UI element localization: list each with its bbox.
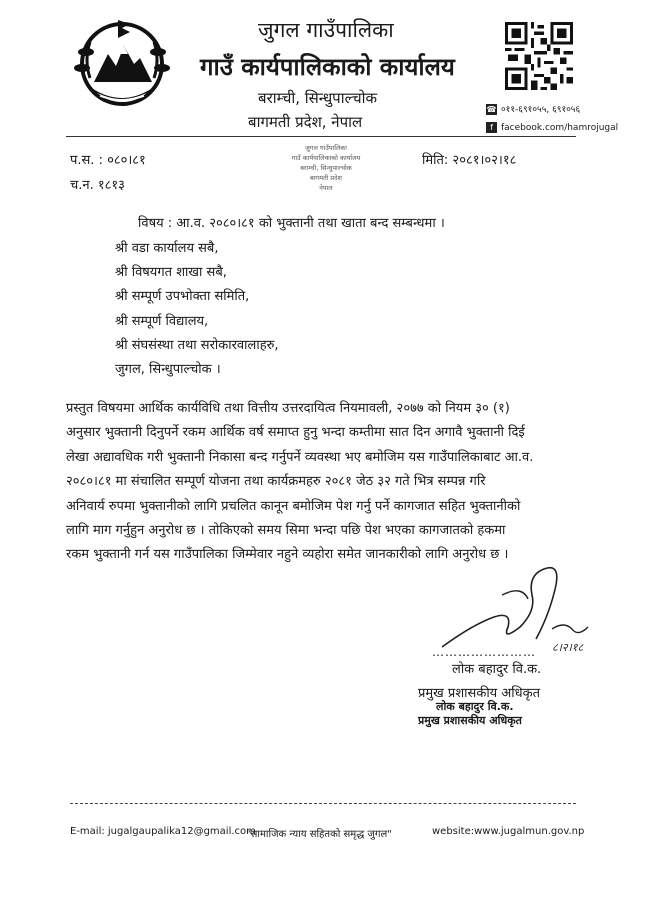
body-line: अनुसार भुक्तानी दिनुपर्ने रकम आर्थिक वर्ष समाप्त हुनु भन्दा कम्तीमा सात दिन अगावै भुक्तानी दिई (66, 425, 525, 441)
body-line: २०८०।८१ मा संचालित सम्पूर्ण योजना तथा कार्यक्रमहरु २०८१ जेठ ३२ गते भित्र सम्पन्न गरि (66, 474, 486, 490)
nepal-emblem-icon (66, 12, 178, 112)
facebook-row (486, 119, 618, 137)
footer-website[interactable]: website:www.jugalmun.gov.np (432, 826, 585, 837)
footer-slogan: "सामाजिक न्याय सहितको समृद्ध जुगल" (246, 829, 392, 840)
body-line: अनिवार्य रुपमा भुक्तानीको लागि प्रचलित कानून बमोजिम पेश गर्नु पर्ने कागजात सहित भुक्तानीको (66, 498, 521, 514)
stamp-line-5: नेपाल (319, 184, 333, 192)
office-address: बराम्ची, सिन्धुपाल्चोक (258, 89, 378, 107)
footer-divider (70, 803, 576, 804)
addressee-item: श्री सम्पूर्ण उपभोक्ता समिति, (115, 289, 250, 305)
facebook-link[interactable]: facebook.com/hamrojugal (501, 123, 619, 133)
body-line: लेखा अद्यावधिक गरी भुक्तानी निकासा बन्द गर्नुपर्ने व्यवस्था भए बमोजिम यस गाउँपालिकाबाट आ.व. (66, 449, 534, 465)
dispatch-number: च.न. १८१३ (70, 178, 125, 193)
stamp-line-3: बराम्ची, सिन्धुपाल्चोक (300, 164, 352, 172)
letter-date: मिति: २०८१।०२।१८ (422, 153, 517, 168)
facebook-icon: f (486, 122, 497, 133)
office-name: गाउँ कार्यपालिकाको कार्यालय (200, 53, 455, 81)
phone-row (486, 101, 618, 119)
signatory-title: प्रमुख प्रशासकीय अधिकृत (418, 686, 541, 701)
addressee-list (115, 237, 279, 382)
qr-code-icon (505, 22, 573, 90)
letter-subject: विषय : आ.व. २०८०।८१ को भुक्तानी तथा खाता बन्द सम्बन्धमा । (138, 216, 445, 231)
signature-date: ८।२।१८ (552, 641, 584, 654)
reference-number: प.स. : ०८०।८१ (70, 153, 146, 168)
signatory-name: लोक बहादुर वि.क. (452, 662, 542, 677)
body-line: प्रस्तुत विषयमा आर्थिक कार्यविधि तथा वित्तीय उत्तरदायित्व नियमावली, २०७७ को नियम ३० (१) (66, 401, 510, 416)
contact-block (486, 101, 618, 137)
addressee-item: श्री वडा कार्यालय सबै, (115, 241, 219, 256)
footer-email[interactable]: E-mail: jugalgaupalika12@gmail.com (70, 826, 256, 837)
addressee-item: श्री विषयगत शाखा सबै, (115, 265, 227, 281)
stamp-line-1: जुगल गाउँपालिका (304, 144, 348, 152)
header-divider (66, 136, 576, 137)
addressee-item: जुगल, सिन्धुपाल्चोक । (115, 362, 221, 378)
signatory-stamp-title: प्रमुख प्रशासकीय अधिकृत (418, 714, 522, 727)
body-line: रकम भुक्तानी गर्न यस गाउँपालिका जिम्मेवार नहुने व्यहोरा समेत जानकारीको लागि अनुरोध छ । (66, 547, 509, 563)
addressee-item: श्री संघसंस्था तथा सरोकारवालाहरु, (115, 337, 279, 353)
stamp-line-4: बागमती प्रदेश (310, 174, 342, 182)
office-province: बागमती प्रदेश, नेपाल (248, 113, 363, 131)
signatory-stamp-name: लोक बहादुर वि.क. (436, 700, 514, 713)
phone-icon: ☎ (486, 105, 497, 114)
body-line: लागि माग गर्नुहुन अनुरोध छ । तोकिएको समय सिमा भन्दा पछि पेश भएका कागजातको हकमा (66, 523, 506, 539)
addressee-item: श्री सम्पूर्ण विद्यालय, (115, 313, 209, 329)
stamp-line-2: गाउँ कार्यपालिकाको कार्यालय (291, 154, 361, 162)
signature-line: …………………… (432, 645, 536, 659)
phone-number: ०११-६९१०५५, ६९१०५६ (501, 105, 581, 115)
municipality-name: जुगल गाउँपालिका (258, 18, 394, 42)
letter-body (66, 397, 582, 568)
office-stamp (280, 140, 372, 202)
